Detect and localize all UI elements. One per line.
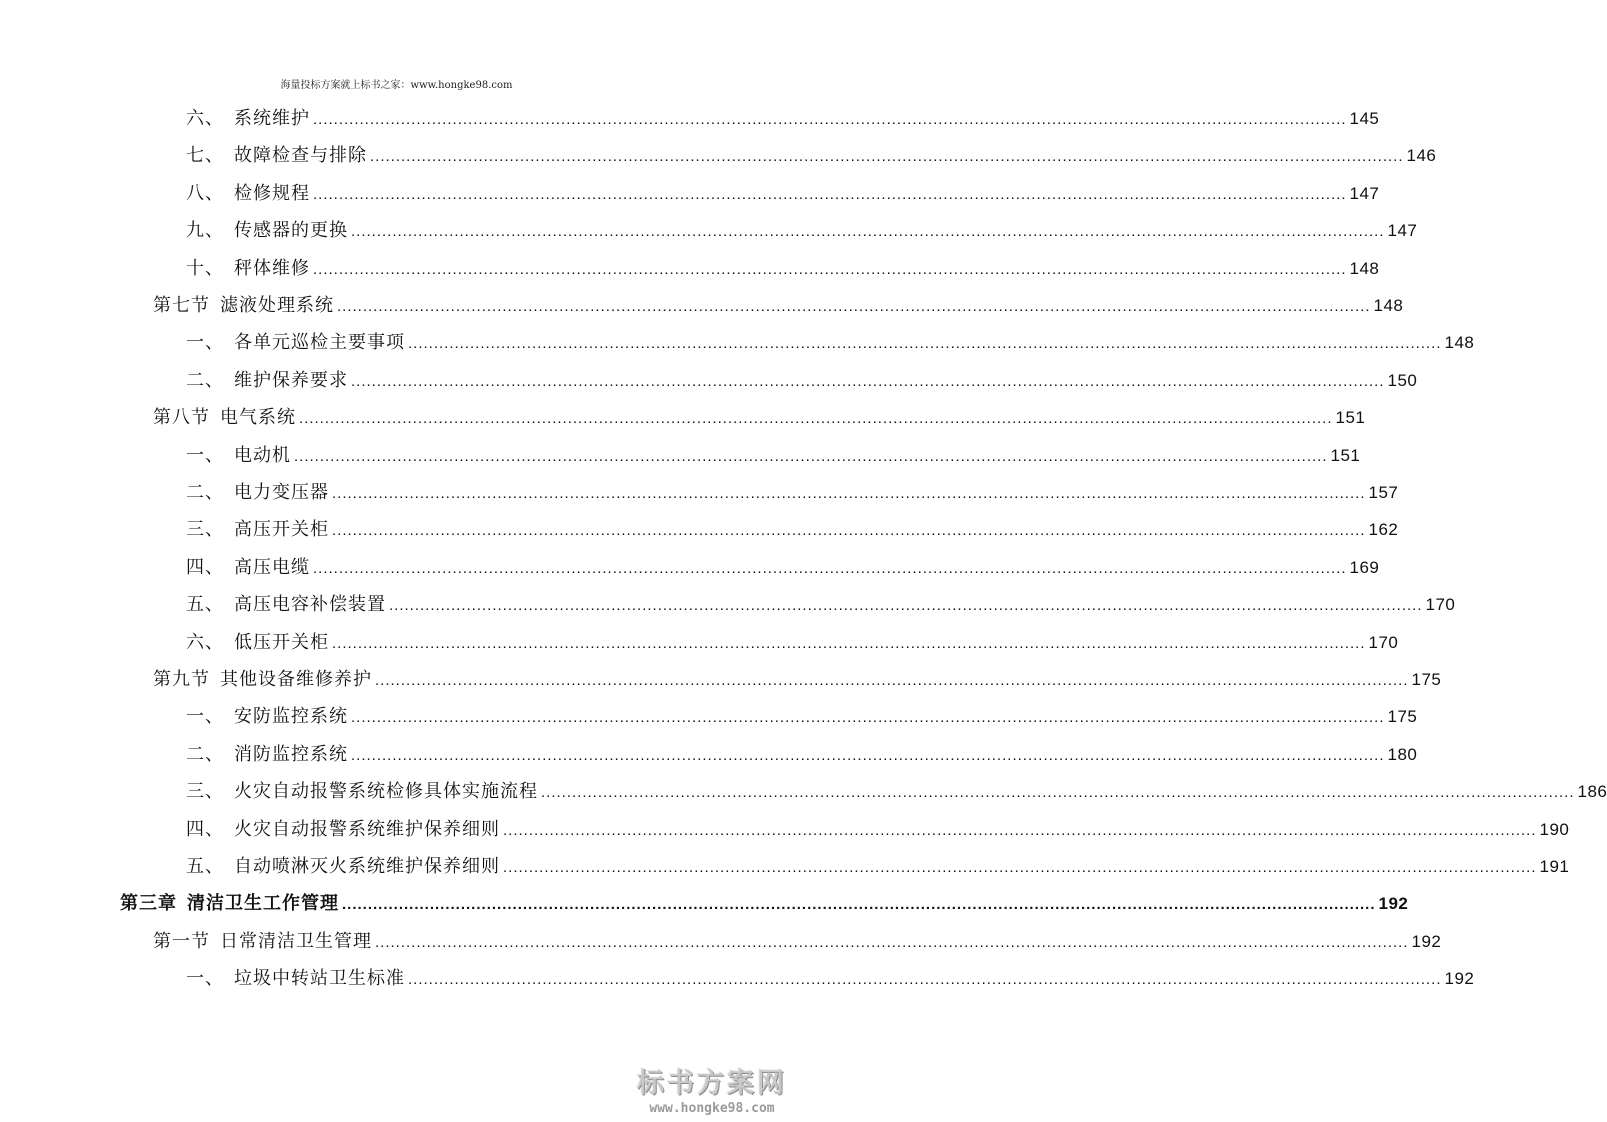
toc-page-number: 147: [1349, 183, 1380, 203]
toc-entry-number: 五、: [186, 594, 224, 616]
toc-entry-number: 八、: [186, 182, 224, 204]
toc-dot-leader: ........................................................................................................................................................................................................: [503, 821, 1537, 839]
toc-entry-title: 高压开关柜: [234, 519, 329, 541]
toc-entry-number: 三、: [186, 519, 224, 541]
toc-entry[interactable]: [186, 106, 1380, 132]
toc-entry-number: 第八节: [153, 407, 210, 429]
toc-entry-number: 一、: [186, 706, 224, 728]
toc-entry[interactable]: [186, 592, 1456, 618]
toc-entry-text: [186, 779, 538, 805]
toc-entry-title: 清洁卫生工作管理: [187, 893, 339, 915]
toc-entry-number: 一、: [186, 332, 224, 354]
toc-entry-title: 各单元巡检主要事项: [234, 332, 405, 354]
toc-page-number: 175: [1411, 670, 1442, 689]
watermark-title: 标书方案网: [637, 1068, 787, 1099]
watermark-url: www.hongke98.com: [649, 1101, 775, 1116]
toc-entry-number: 七、: [186, 145, 224, 167]
toc-entry-number: 六、: [186, 631, 224, 653]
toc-entry-text: [186, 218, 348, 244]
toc-entry-number: 第九节: [153, 669, 210, 690]
toc-entry[interactable]: [186, 779, 1607, 805]
toc-page-number: 157: [1368, 483, 1399, 502]
toc-entry-title: 电气系统: [220, 407, 296, 429]
toc-entry-text: [186, 592, 386, 618]
toc-entry-number: 四、: [186, 556, 224, 578]
toc-dot-leader: ........................................................................................................................................................................................................: [375, 672, 1409, 689]
toc-dot-leader: ........................................................................................................................................................................................................: [332, 634, 1366, 652]
toc-page-number: 180: [1387, 744, 1418, 764]
toc-dot-leader: ........................................................................................................................................................................................................: [313, 559, 1347, 577]
toc-entry-number: 第一节: [153, 930, 210, 952]
toc-entry[interactable]: [186, 330, 1475, 356]
watermark-logo: [637, 1061, 787, 1116]
toc-page-number: 190: [1539, 819, 1570, 839]
toc-entry-text: [186, 368, 348, 394]
toc-entry[interactable]: [153, 929, 1442, 955]
toc-entry-text: [186, 143, 367, 169]
toc-entry-number: 第七节: [153, 295, 210, 316]
toc-dot-leader: ........................................................................................................................................................................................................: [408, 335, 1442, 353]
toc-dot-leader: ........................................................................................................................................................................................................: [313, 185, 1347, 203]
toc-page-number: 150: [1387, 370, 1418, 390]
toc-dot-leader: ........................................................................................................................................................................................................: [351, 746, 1385, 764]
toc-entry-title: 电动机: [234, 444, 291, 466]
toc-entry-title: 秤体维修: [234, 257, 310, 279]
toc-page-number: 148: [1373, 296, 1404, 315]
toc-dot-leader: ........................................................................................................................................................................................................: [351, 372, 1385, 390]
toc-dot-leader: ........................................................................................................................................................................................................: [408, 971, 1442, 989]
toc-entry-title: 电力变压器: [234, 482, 329, 503]
toc-entry-text: [186, 854, 500, 880]
toc-entry[interactable]: [186, 854, 1570, 880]
toc-entry-title: 垃圾中转站卫生标准: [234, 968, 405, 990]
toc-entry-number: 四、: [186, 818, 224, 840]
toc-entry-text: [186, 966, 405, 992]
toc-entry[interactable]: [186, 368, 1418, 394]
toc-dot-leader: ........................................................................................................................................................................................................: [342, 896, 1376, 914]
toc-entry-text: [186, 742, 348, 768]
toc-entry-text: [186, 443, 291, 469]
toc-entry-title: 其他设备维修养护: [220, 669, 372, 690]
toc-entry-number: 三、: [186, 781, 224, 803]
toc-entry-number: 五、: [186, 856, 224, 877]
toc-entry[interactable]: [186, 256, 1380, 282]
toc-page-number: 170: [1368, 632, 1399, 652]
toc-entry-number: 二、: [186, 369, 224, 391]
toc-page-number: 192: [1444, 969, 1475, 989]
toc-entry[interactable]: [120, 891, 1409, 917]
toc-page-number: 148: [1444, 333, 1475, 353]
toc-entry[interactable]: [186, 704, 1418, 730]
toc-entry[interactable]: [186, 218, 1418, 244]
toc-dot-leader: ........................................................................................................................................................................................................: [370, 148, 1404, 166]
toc-entry-title: 高压电容补偿装置: [234, 594, 386, 616]
toc-page-number: 151: [1335, 408, 1366, 428]
toc-entry-number: 六、: [186, 108, 224, 129]
toc-entry-number: 二、: [186, 482, 224, 503]
toc-entry[interactable]: [186, 143, 1437, 169]
toc-page-number: 147: [1387, 221, 1418, 241]
toc-page-number: 192: [1411, 931, 1442, 951]
toc-dot-leader: ........................................................................................................................................................................................................: [541, 784, 1575, 802]
toc-entry-text: [186, 630, 329, 656]
toc-entry-text: [186, 256, 310, 282]
toc-entry-title: 滤液处理系统: [220, 295, 334, 316]
toc-entry[interactable]: [186, 480, 1399, 506]
toc-entry-text: [120, 891, 339, 917]
toc-dot-leader: ........................................................................................................................................................................................................: [375, 933, 1409, 951]
toc-entry[interactable]: [186, 742, 1418, 768]
toc-page-number: 148: [1349, 258, 1380, 278]
toc-entry-title: 传感器的更换: [234, 220, 348, 242]
toc-entry-title: 日常清洁卫生管理: [220, 930, 372, 952]
page-header: 海量投标方案就上标书之家：www.hongke98.com: [280, 80, 513, 91]
toc-entry-text: [186, 106, 310, 132]
toc-page-number: 192: [1378, 894, 1409, 914]
toc-entry-number: 第三章: [120, 893, 177, 915]
toc-entry-number: 一、: [186, 444, 224, 466]
toc-entry-text: [153, 929, 372, 955]
toc-entry[interactable]: [186, 817, 1570, 843]
toc-entry-text: [153, 405, 296, 431]
toc-dot-leader: ........................................................................................................................................................................................................: [313, 260, 1347, 278]
toc-entry-number: 二、: [186, 743, 224, 765]
toc-dot-leader: ........................................................................................................................................................................................................: [332, 485, 1366, 502]
toc-entry[interactable]: [186, 181, 1380, 207]
toc-entry-text: [153, 667, 372, 693]
toc-entry-text: [186, 555, 310, 581]
toc-entry[interactable]: [153, 293, 1404, 319]
toc-page-number: 162: [1368, 520, 1399, 540]
toc-entry-text: [186, 480, 329, 506]
toc-dot-leader: ........................................................................................................................................................................................................: [503, 859, 1537, 876]
toc-page-number: 145: [1349, 109, 1380, 128]
toc-dot-leader: ........................................................................................................................................................................................................: [313, 111, 1347, 128]
toc-page-number: 186: [1577, 782, 1607, 802]
toc-entry-title: 检修规程: [234, 182, 310, 204]
toc-entry-number: 九、: [186, 220, 224, 242]
toc-dot-leader: ........................................................................................................................................................................................................: [299, 410, 1333, 428]
toc-entry[interactable]: [186, 966, 1475, 992]
toc-dot-leader: ........................................................................................................................................................................................................: [332, 522, 1366, 540]
toc-entry-number: 一、: [186, 968, 224, 990]
toc-page-number: 170: [1425, 595, 1456, 615]
toc-dot-leader: ........................................................................................................................................................................................................: [351, 223, 1385, 241]
toc-entry-title: 安防监控系统: [234, 706, 348, 728]
toc-dot-leader: ........................................................................................................................................................................................................: [351, 709, 1385, 727]
toc-page-number: 175: [1387, 707, 1418, 727]
toc-entry-text: [186, 517, 329, 543]
toc-entry-title: 火灾自动报警系统检修具体实施流程: [234, 781, 538, 803]
toc-entry-text: [153, 293, 334, 319]
toc-dot-leader: ........................................................................................................................................................................................................: [389, 597, 1423, 615]
toc-page-number: 151: [1330, 445, 1361, 465]
toc-page-number: 146: [1406, 146, 1437, 166]
toc-entry-text: [186, 330, 405, 356]
toc-entry[interactable]: [186, 443, 1361, 469]
toc-entry-text: [186, 817, 500, 843]
toc-page-number: 191: [1539, 857, 1570, 876]
toc-entry-number: 十、: [186, 257, 224, 279]
toc-entry-title: 低压开关柜: [234, 631, 329, 653]
toc-entry[interactable]: [186, 555, 1380, 581]
toc-page-number: 169: [1349, 557, 1380, 577]
toc-entry[interactable]: [153, 405, 1366, 431]
toc-entry[interactable]: [153, 667, 1442, 693]
toc-entry-title: 故障检查与排除: [234, 145, 367, 167]
toc-entry-title: 消防监控系统: [234, 743, 348, 765]
toc-entry-title: 系统维护: [234, 108, 310, 129]
toc-entry-title: 维护保养要求: [234, 369, 348, 391]
toc-dot-leader: ........................................................................................................................................................................................................: [337, 298, 1371, 315]
toc-dot-leader: ........................................................................................................................................................................................................: [294, 447, 1328, 465]
toc-entry-title: 高压电缆: [234, 556, 310, 578]
toc-entry-title: 火灾自动报警系统维护保养细则: [234, 818, 500, 840]
toc-entry-text: [186, 704, 348, 730]
toc-entry[interactable]: [186, 517, 1399, 543]
toc-entry[interactable]: [186, 630, 1399, 656]
toc-entry-title: 自动喷淋灭火系统维护保养细则: [234, 856, 500, 877]
toc-entry-text: [186, 181, 310, 207]
